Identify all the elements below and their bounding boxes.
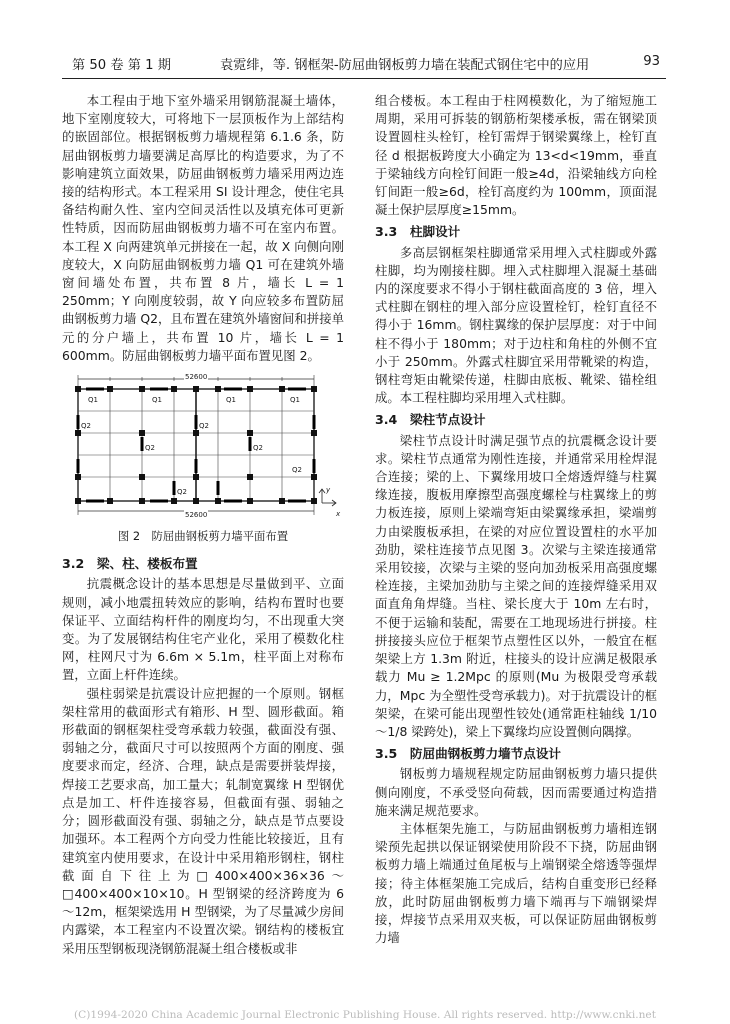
wall-label-q1: Q1 <box>152 396 162 405</box>
figure-caption: 图 2 防屈曲钢板剪力墙平面布置 <box>117 529 289 544</box>
floor-plan-drawing <box>64 371 344 521</box>
header-rule <box>62 78 666 79</box>
wall-label-q2: Q2 <box>177 488 187 497</box>
running-title: 袁霓绯，等. 钢框架-防屈曲钢板剪力墙在装配式钢住宅中的应用 <box>220 58 590 73</box>
paragraph-column-base: 多高层钢框架柱脚通常采用埋入式柱脚或外露柱脚，均为刚接柱脚。埋入式柱脚埋入混凝土基础内的深度要求不得小于钢柱截面高度的 3 倍，埋入式柱脚在钢柱的埋入部分应设置栓钉，栓钉直径不得小于 16mm。钢柱翼缘的保护层厚度：对于中间柱不得小于 180mm；对于边柱和角柱的外侧不宜小于 250mm。外露式柱脚宜采用带靴梁的构造，钢柱弯矩由靴梁传递，柱脚由底板、靴梁、锚栓组成。本工程柱脚均采用埋入式柱脚。 <box>375 244 657 406</box>
section-heading: 3.2 梁、柱、楼板布置 <box>62 556 198 572</box>
wall-label-q1: Q1 <box>226 396 236 405</box>
paragraph-wall-joints: 钢板剪力墙规程规定防屈曲钢板剪力墙只提供侧向刚度，不承受竖向荷载，因而需要通过构造措施来满足规范要求。 <box>375 766 657 818</box>
paragraph-walls: 本工程由于地下室外墙采用钢筋混凝土墙体，地下室刚度较大，可将地下一层顶板作为上部结构的嵌固部位。根据钢板剪力墙规程第 6.1.6 条，防屈曲钢板剪力墙要满足高厚比的构造要求，为了不影响建筑立面效果，防屈曲钢板剪力墙采用两边连接的结构形式。本工程采用 SI 设计理念，使住宅具备结构耐久性、室内空间灵活性以及填充体可更新性特质，因而防屈曲钢板剪力墙不可在室内布置。本工程 X 向两建筑单元拼接在一起，故 X 向侧向刚度较大，X 向防屈曲钢板剪力墙 Q1 可在建筑外墙窗间墙处布置，共布置 8 片，墙长 L = 1 250mm；Y 向刚度较弱，故 Y 向应较多布置防屈曲钢板剪力墙 Q2，且布置在建筑外墙窗间和拼接单元的分户墙上，共布置 10 片，墙长 L = 1 600mm。防屈曲钢板剪力墙平面布置见图 2。 <box>62 93 344 363</box>
paragraph-joints: 梁柱节点设计时满足强节点的抗震概念设计要求。梁柱节点通常为刚性连接，并通常采用栓焊混合连接；梁的上、下翼缘用坡口全熔透焊缝与柱翼缘连接，腹板用摩擦型高强度螺栓与柱翼缘上的剪力板连接，原则上梁端弯矩由梁翼缘承担，梁端剪力由梁腹板承担，在梁的对应位置设置柱的水平加劲肋，梁柱连接节点见图 3。次梁与主梁连接通常采用铰接，次梁与主梁的竖向加劲板采用高强度螺栓连接，主梁加劲肋与主梁之间的连接焊缝采用双面直角角焊缝。当柱、梁长度大于 10m 左右时，不便于运输和装配，需要在工地现场进行拼接。柱拼接接头应位于框架节点塑性区以外，一般宜在框架梁上方 1.3m 附近，柱接头的设计应满足极限承载力 Mu ≥ 1.2Mpc 的原则(Mu 为极限受弯承载力，Mpc 为全塑性受弯承载力)。对于抗震设计的框架梁，在梁可能出现塑性铰处(通常距柱轴线 1/10～1/8 梁跨处)，梁上下翼缘均应设置侧向隅撑。 <box>375 432 657 739</box>
paragraph-floor-slab: 组合楼板。本工程由于柱网模数化，为了缩短施工周期，采用可拆装的钢筋桁架楼承板，需在钢梁顶设置圆柱头栓钉，栓钉需焊于钢梁翼缘上，栓钉直径 d 根据板跨度大小确定为 13<d<19mm，垂直于梁轴线方向栓钉间距一般≥4d，沿梁轴线方向栓钉间距一般≥6d，栓钉高度约为 100mm，顶面混凝土保护层厚度≥15mm。 <box>375 93 657 218</box>
wall-label-q2: Q2 <box>145 444 155 453</box>
dim-label-bottom: 52600 <box>184 506 208 524</box>
running-header <box>62 44 666 73</box>
section-heading: 3.3 柱脚设计 <box>375 224 461 240</box>
wall-label-q2: Q2 <box>253 444 263 453</box>
paragraph-layout: 抗震概念设计的基本思想是尽量做到平、立面规则，减小地震扭转效应的影响，结构布置时也要保证平、立面结构杆件的刚度均匀，不出现重大突变。为了发展钢结构住宅产业化，采用了模数化柱网，柱网尺寸为 6.6m × 5.1m，柱平面上对称布置，立面上杆件连续。 <box>62 576 344 683</box>
wall-label-q1: Q1 <box>88 396 98 405</box>
wall-label-q2: Q2 <box>292 466 302 475</box>
axis-label-x: x <box>336 510 341 519</box>
section-heading: 3.4 梁柱节点设计 <box>375 412 486 428</box>
wall-label-q2: Q2 <box>81 422 91 431</box>
axis-label-y: y <box>326 486 331 495</box>
page-number: 93 <box>643 54 660 69</box>
left-column <box>62 92 344 958</box>
wall-label-q1: Q1 <box>290 396 300 405</box>
right-column <box>375 92 657 947</box>
figure-2-floor-plan <box>64 371 344 521</box>
copyright-footer: (C)1994-2020 China Academic Journal Electronic Publishing House. All rights reserved. http://www.cnki.net <box>74 1009 656 1021</box>
paragraph-construction: 主体框架先施工，与防屈曲钢板剪力墙相连钢梁预先起拱以保证钢梁使用阶段不下挠，防屈曲钢板剪力墙上端通过鱼尾板与上端钢梁全熔透等强焊接；待主体框架施工完成后，结构自重变形已经释放，此时防屈曲钢板剪力墙下端再与下端钢梁焊接，焊接节点采用双夹板，可以保证防屈曲钢板剪力墙 <box>375 820 657 946</box>
journal-volume: 第 50 卷 第 1 期 <box>72 58 171 73</box>
section-heading: 3.5 防屈曲钢板剪力墙节点设计 <box>375 746 562 762</box>
wall-label-q2: Q2 <box>199 422 209 431</box>
paragraph-columns: 强柱弱梁是抗震设计应把握的一个原则。钢框架柱常用的截面形式有箱形、H 型、圆形截面。箱形截面的钢框架柱受弯承载力较强，截面没有强、弱轴之分，截面尺寸可以按照两个方面的刚度、强度要求而定，经济、合理，缺点是需要拼装焊接，焊接工艺要求高，加工量大；轧制宽翼缘 H 型钢优点是加工、杆件连接容易，但截面有强、弱轴之分；圆形截面没有强、弱轴之分，缺点是节点要设加强环。本工程两个方向受力性能比较接近，且有建筑室内使用要求，在设计中采用箱形钢柱，钢柱截面自下往上为□400×400×36×36～□400×400×10×10。H 型钢梁的经济跨度为 6～12m，框架梁选用 H 型钢梁，为了尽量减少房间内露梁，本工程室内不设置次梁。钢结构的楼板宜采用压型钢板现浇钢筋混凝土组合楼板或非 <box>62 685 344 956</box>
dim-label-top: 52600 <box>184 368 208 386</box>
